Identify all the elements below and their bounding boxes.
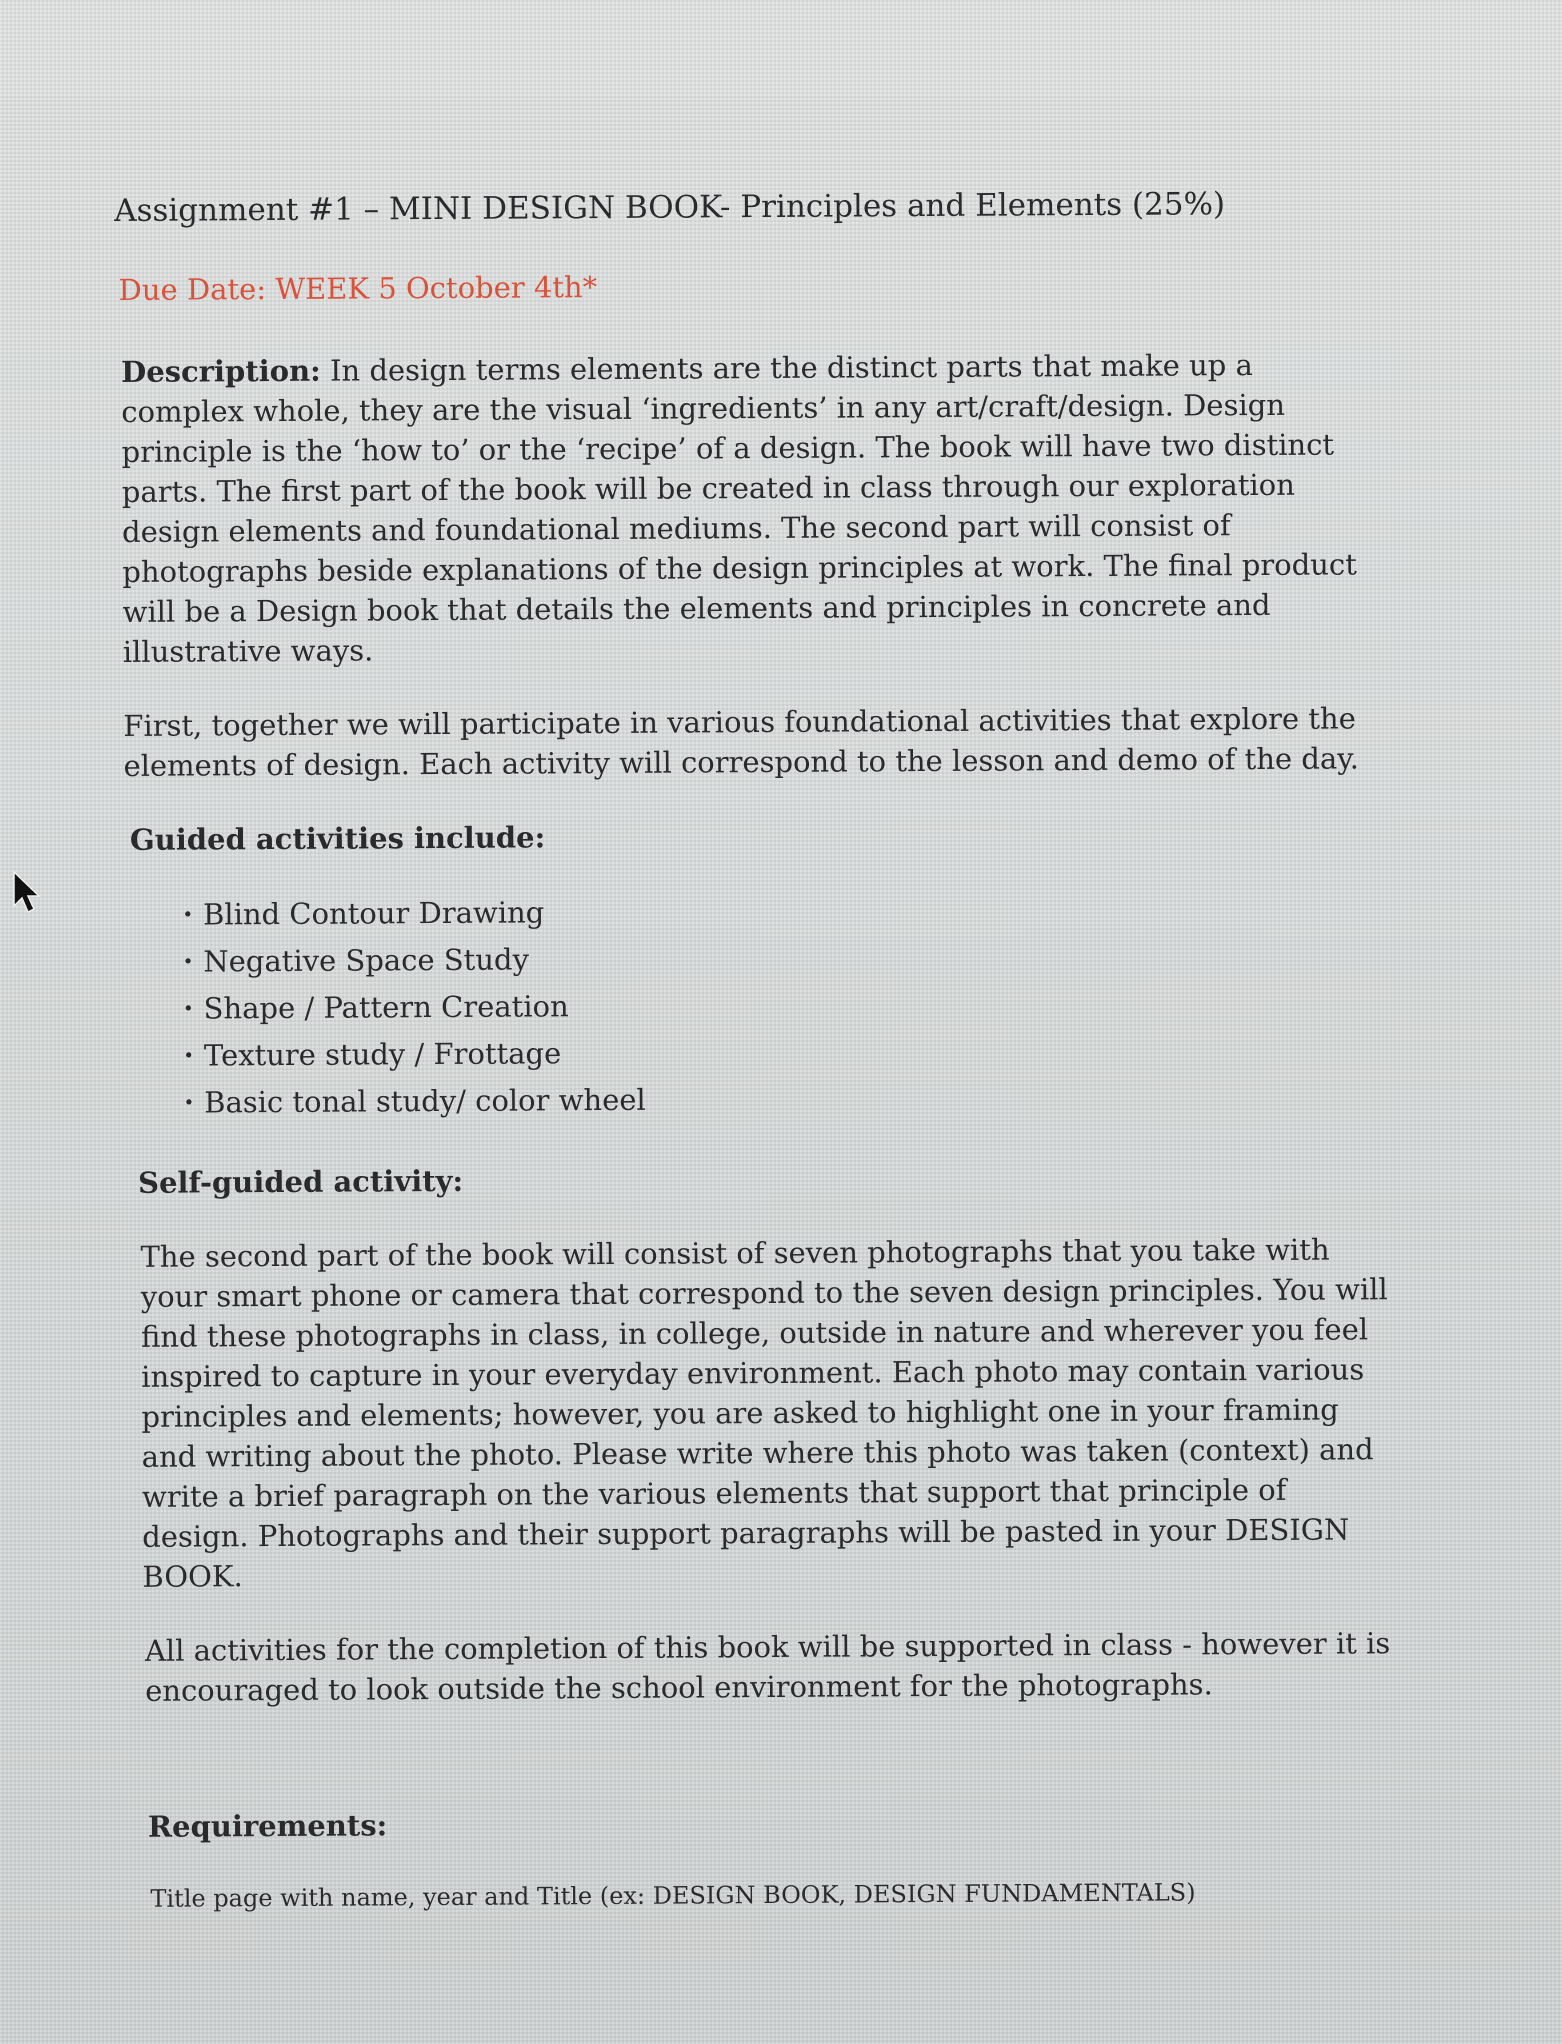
assignment-title: Assignment #1 – MINI DESIGN BOOK- Principles and Elements (25%) [114, 186, 1226, 229]
description-text: In design terms elements are the distinct parts that make up a complex whole, they are the visual ‘ingredients’ in any art/craft/design. Design principle is the ‘how to’ or the ‘recipe’ of a design. The book will have two distinct parts. The first part of the book will be created in class through our exploration design elements and foundational mediums. The second part will consist of photographs beside explanations of the design principles at work. The final product will be a Design book that details the elements and principles in concrete and illustrative ways. [121, 348, 1357, 669]
list-item: • Texture study / Frottage [183, 1027, 1417, 1082]
list-item: • Basic tonal study/ color wheel [183, 1074, 1417, 1129]
guided-activities-list [182, 886, 1417, 1129]
first-paragraph: First, together we will participate in various foundational activities that explore the elements of design. Each activity will correspond to the lesson and demo of the day. [123, 701, 1360, 783]
list-item: • Negative Space Study [183, 933, 1417, 988]
list-item: • Blind Contour Drawing [182, 886, 1416, 941]
support-paragraph: All activities for the completion of this book will be supported in class - however it is encouraged to look outside the school environment for the photographs. [144, 1626, 1391, 1708]
mouse-pointer-icon [12, 870, 42, 916]
guided-activities-heading: Guided activities include: [129, 820, 546, 857]
requirements-item: Title page with name, year and Title (ex: DESIGN BOOK, DESIGN FUNDAMENTALS) [150, 1878, 1196, 1913]
description-label: Description: [121, 353, 321, 389]
document-page [112, 182, 1423, 1917]
self-guided-heading: Self-guided activity: [137, 1163, 464, 1200]
self-guided-paragraph: The second part of the book will consist of seven photographs that you take with your smart phone or camera that correspond to the seven design principles. You will find these photographs in class, in college, outside in nature and wherever you feel inspired to capture in your everyday environment. Each photo may contain various principles and elements; however, you are asked to highlight one in your framing and writing about the photo. Please write where this photo was taken (context) and write a brief paragraph on the various elements that support that principle of design. Photographs and their support paragraphs will be pasted in your DESIGN BOOK. [140, 1232, 1388, 1594]
requirements-heading: Requirements: [147, 1808, 388, 1844]
due-date: Due Date: WEEK 5 October 4th* [118, 270, 598, 307]
list-item: • Shape / Pattern Creation [183, 980, 1417, 1035]
description-paragraph [121, 344, 1373, 672]
